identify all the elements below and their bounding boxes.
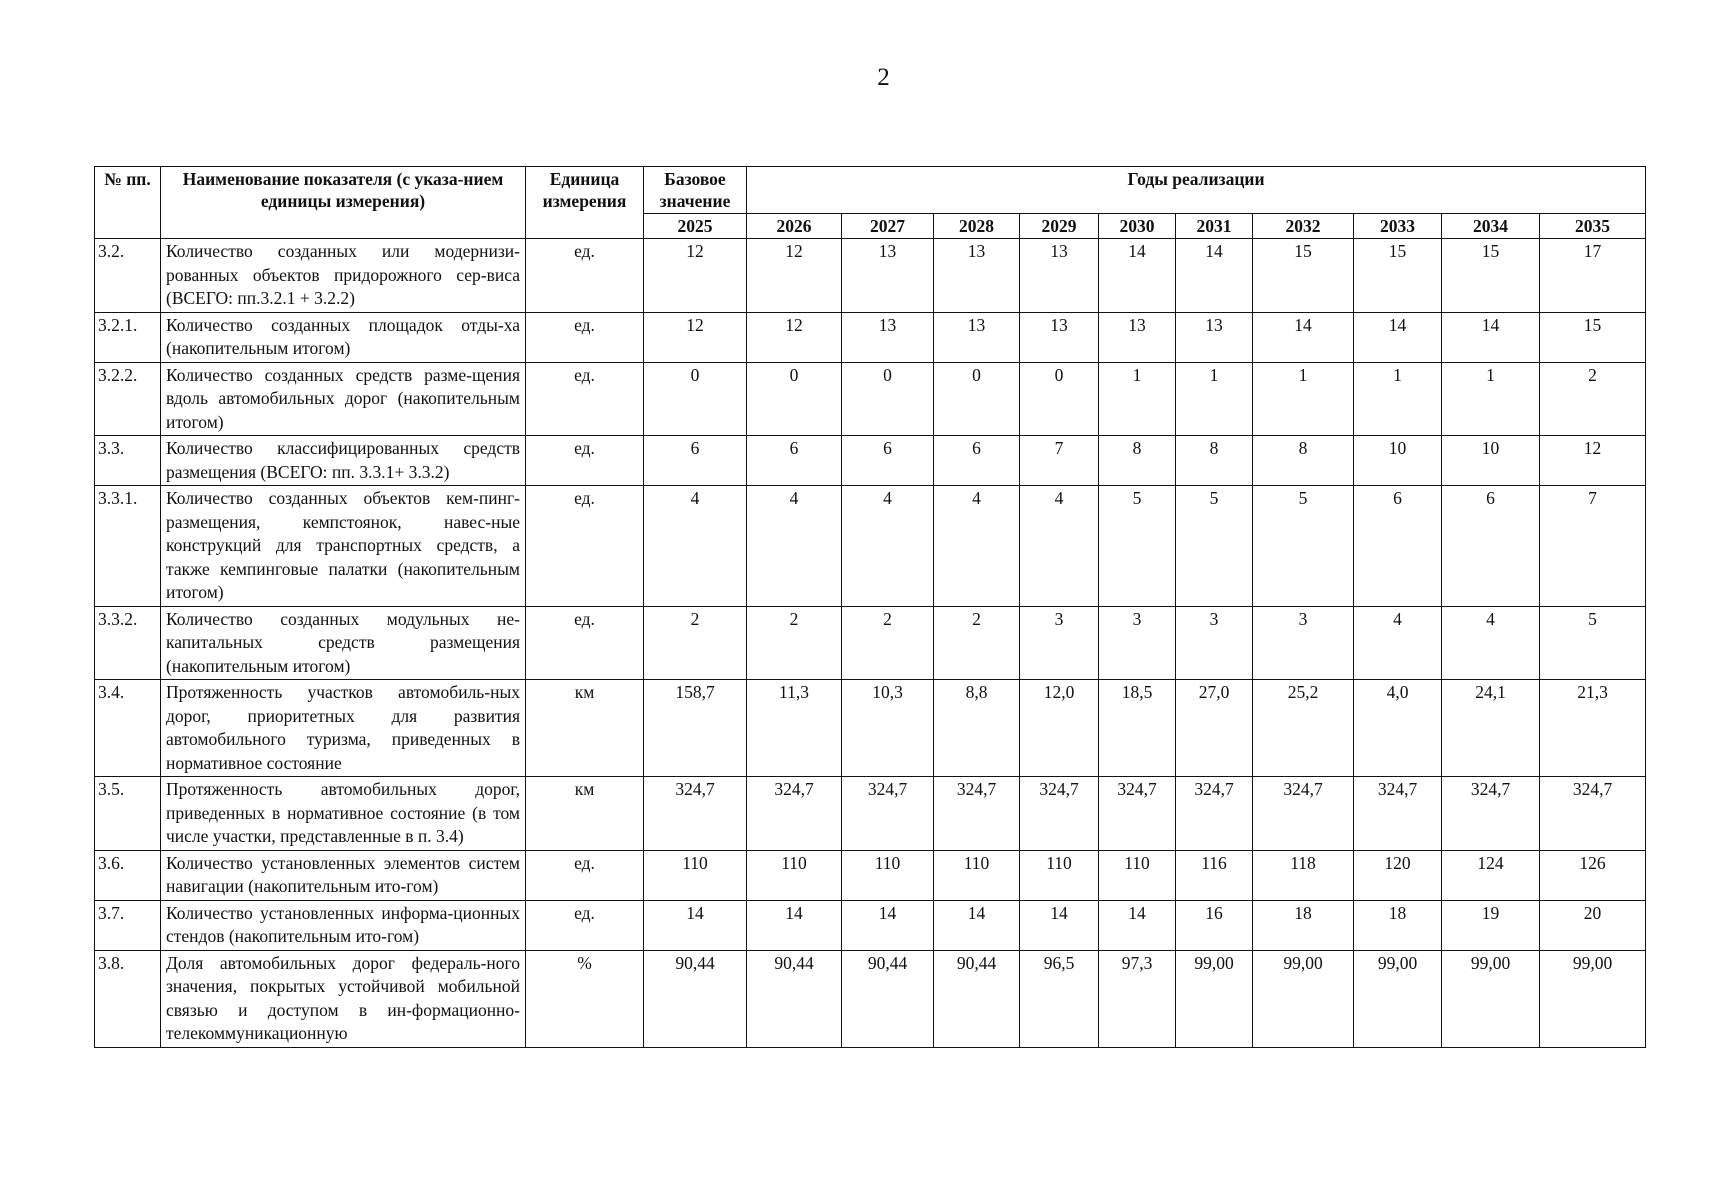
table-row: [95, 362, 1646, 436]
unit-cell: ед.: [526, 900, 644, 950]
value-cell: 4: [1354, 606, 1442, 680]
value-cell: 14: [644, 900, 747, 950]
value-cell: 2: [842, 606, 934, 680]
table-row: [95, 239, 1646, 313]
indicator-name: Количество установленных информа-ционных стендов (накопительным ито-гом): [161, 900, 526, 950]
value-cell: 14: [1020, 900, 1099, 950]
value-cell: 1: [1253, 362, 1354, 436]
value-cell: 90,44: [842, 950, 934, 1047]
value-cell: 10: [1442, 436, 1540, 486]
unit-cell: %: [526, 950, 644, 1047]
value-cell: 110: [747, 850, 842, 900]
value-cell: 7: [1020, 436, 1099, 486]
value-cell: 97,3: [1099, 950, 1176, 1047]
row-number: 3.2.1.: [95, 312, 161, 362]
value-cell: 324,7: [644, 777, 747, 851]
year-header: 2035: [1540, 214, 1646, 239]
value-cell: 116: [1176, 850, 1253, 900]
header-years-group: Годы реализации: [747, 167, 1646, 214]
value-cell: 7: [1540, 486, 1646, 607]
value-cell: 5: [1540, 606, 1646, 680]
row-number: 3.2.: [95, 239, 161, 313]
value-cell: 10: [1354, 436, 1442, 486]
value-cell: 4: [1442, 606, 1540, 680]
value-cell: 14: [1099, 900, 1176, 950]
value-cell: 3: [1099, 606, 1176, 680]
value-cell: 25,2: [1253, 680, 1354, 777]
value-cell: 324,7: [934, 777, 1020, 851]
value-cell: 0: [1020, 362, 1099, 436]
table-header: [95, 167, 1646, 239]
row-number: 3.3.: [95, 436, 161, 486]
value-cell: 14: [934, 900, 1020, 950]
value-cell: 12: [644, 312, 747, 362]
value-cell: 0: [934, 362, 1020, 436]
value-cell: 12: [1540, 436, 1646, 486]
unit-cell: ед.: [526, 606, 644, 680]
year-header: 2026: [747, 214, 842, 239]
value-cell: 96,5: [1020, 950, 1099, 1047]
value-cell: 8: [1099, 436, 1176, 486]
value-cell: 99,00: [1253, 950, 1354, 1047]
value-cell: 14: [1099, 239, 1176, 313]
value-cell: 12: [747, 239, 842, 313]
value-cell: 21,3: [1540, 680, 1646, 777]
indicator-name: Количество созданных объектов кем-пинг-размещения, кемпстоянок, навес-ные конструкций для транспортных средств, а также кемпинговые палатки (накопительным итогом): [161, 486, 526, 607]
value-cell: 18: [1253, 900, 1354, 950]
row-number: 3.4.: [95, 680, 161, 777]
value-cell: 13: [934, 239, 1020, 313]
value-cell: 4: [934, 486, 1020, 607]
year-header: 2029: [1020, 214, 1099, 239]
value-cell: 90,44: [644, 950, 747, 1047]
table-row: [95, 900, 1646, 950]
value-cell: 110: [1099, 850, 1176, 900]
value-cell: 4: [747, 486, 842, 607]
header-base: Базовое значение: [644, 167, 747, 214]
value-cell: 324,7: [1442, 777, 1540, 851]
value-cell: 99,00: [1540, 950, 1646, 1047]
value-cell: 6: [1354, 486, 1442, 607]
value-cell: 12: [747, 312, 842, 362]
table-row: [95, 950, 1646, 1047]
value-cell: 15: [1540, 312, 1646, 362]
unit-cell: ед.: [526, 312, 644, 362]
value-cell: 0: [644, 362, 747, 436]
value-cell: 124: [1442, 850, 1540, 900]
value-cell: 6: [644, 436, 747, 486]
value-cell: 13: [1020, 239, 1099, 313]
indicator-name: Количество созданных или модернизи-рованных объектов придорожного сер-виса (ВСЕГО: пп.3.2.1 + 3.2.2): [161, 239, 526, 313]
year-header: 2028: [934, 214, 1020, 239]
value-cell: 14: [1354, 312, 1442, 362]
value-cell: 3: [1253, 606, 1354, 680]
value-cell: 4: [644, 486, 747, 607]
value-cell: 324,7: [1176, 777, 1253, 851]
value-cell: 16: [1176, 900, 1253, 950]
value-cell: 18,5: [1099, 680, 1176, 777]
value-cell: 14: [842, 900, 934, 950]
indicator-name: Протяженность участков автомобиль-ных дорог, приоритетных для развития автомобильного туризма, приведенных в нормативное состояние: [161, 680, 526, 777]
value-cell: 27,0: [1176, 680, 1253, 777]
indicators-table: [94, 166, 1646, 1048]
value-cell: 1: [1442, 362, 1540, 436]
value-cell: 2: [747, 606, 842, 680]
value-cell: 2: [1540, 362, 1646, 436]
table-row: [95, 486, 1646, 607]
year-header: 2033: [1354, 214, 1442, 239]
value-cell: 324,7: [1354, 777, 1442, 851]
value-cell: 90,44: [747, 950, 842, 1047]
indicator-name: Количество созданных средств разме-щения вдоль автомобильных дорог (накопительным итогом): [161, 362, 526, 436]
value-cell: 17: [1540, 239, 1646, 313]
value-cell: 324,7: [1099, 777, 1176, 851]
value-cell: 110: [842, 850, 934, 900]
value-cell: 324,7: [747, 777, 842, 851]
value-cell: 13: [1020, 312, 1099, 362]
indicator-name: Количество созданных модульных не-капитальных средств размещения (накопительным итогом): [161, 606, 526, 680]
value-cell: 5: [1176, 486, 1253, 607]
value-cell: 1: [1176, 362, 1253, 436]
value-cell: 13: [934, 312, 1020, 362]
value-cell: 15: [1253, 239, 1354, 313]
value-cell: 99,00: [1442, 950, 1540, 1047]
value-cell: 8,8: [934, 680, 1020, 777]
unit-cell: ед.: [526, 362, 644, 436]
value-cell: 6: [934, 436, 1020, 486]
value-cell: 10,3: [842, 680, 934, 777]
value-cell: 5: [1099, 486, 1176, 607]
table-body: [95, 239, 1646, 1048]
value-cell: 11,3: [747, 680, 842, 777]
value-cell: 110: [644, 850, 747, 900]
value-cell: 14: [1253, 312, 1354, 362]
row-number: 3.7.: [95, 900, 161, 950]
unit-cell: ед.: [526, 850, 644, 900]
value-cell: 6: [842, 436, 934, 486]
value-cell: 4,0: [1354, 680, 1442, 777]
value-cell: 158,7: [644, 680, 747, 777]
value-cell: 120: [1354, 850, 1442, 900]
row-number: 3.8.: [95, 950, 161, 1047]
value-cell: 24,1: [1442, 680, 1540, 777]
value-cell: 4: [1020, 486, 1099, 607]
row-number: 3.3.2.: [95, 606, 161, 680]
value-cell: 18: [1354, 900, 1442, 950]
value-cell: 8: [1176, 436, 1253, 486]
indicator-name: Количество установленных элементов систем навигации (накопительным ито-гом): [161, 850, 526, 900]
header-unit: Единица измерения: [526, 167, 644, 239]
year-header: 2034: [1442, 214, 1540, 239]
year-header: 2030: [1099, 214, 1176, 239]
value-cell: 0: [747, 362, 842, 436]
value-cell: 13: [842, 239, 934, 313]
table-row: [95, 312, 1646, 362]
indicator-name: Количество созданных площадок отды-ха (накопительным итогом): [161, 312, 526, 362]
table-row: [95, 777, 1646, 851]
value-cell: 0: [842, 362, 934, 436]
value-cell: 99,00: [1176, 950, 1253, 1047]
value-cell: 3: [1176, 606, 1253, 680]
indicator-name: Доля автомобильных дорог федераль-ного значения, покрытых устойчивой мобильной связью и доступом в ин-формационно-телекоммуникационную: [161, 950, 526, 1047]
value-cell: 118: [1253, 850, 1354, 900]
value-cell: 13: [1099, 312, 1176, 362]
value-cell: 110: [934, 850, 1020, 900]
value-cell: 15: [1442, 239, 1540, 313]
row-number: 3.3.1.: [95, 486, 161, 607]
indicator-name: Протяженность автомобильных дорог, приведенных в нормативное состояние (в том числе участки, представленные в п. 3.4): [161, 777, 526, 851]
indicator-name: Количество классифицированных средств размещения (ВСЕГО: пп. 3.3.1+ 3.3.2): [161, 436, 526, 486]
value-cell: 4: [842, 486, 934, 607]
table-row: [95, 850, 1646, 900]
value-cell: 324,7: [1020, 777, 1099, 851]
value-cell: 12: [644, 239, 747, 313]
row-number: 3.6.: [95, 850, 161, 900]
value-cell: 99,00: [1354, 950, 1442, 1047]
value-cell: 6: [747, 436, 842, 486]
value-cell: 8: [1253, 436, 1354, 486]
value-cell: 15: [1354, 239, 1442, 313]
unit-cell: ед.: [526, 436, 644, 486]
value-cell: 19: [1442, 900, 1540, 950]
value-cell: 110: [1020, 850, 1099, 900]
unit-cell: км: [526, 777, 644, 851]
value-cell: 324,7: [1253, 777, 1354, 851]
value-cell: 324,7: [842, 777, 934, 851]
unit-cell: ед.: [526, 239, 644, 313]
value-cell: 14: [1176, 239, 1253, 313]
value-cell: 324,7: [1540, 777, 1646, 851]
value-cell: 90,44: [934, 950, 1020, 1047]
header-num: № пп.: [95, 167, 161, 239]
row-number: 3.2.2.: [95, 362, 161, 436]
unit-cell: км: [526, 680, 644, 777]
value-cell: 2: [934, 606, 1020, 680]
value-cell: 14: [1442, 312, 1540, 362]
value-cell: 12,0: [1020, 680, 1099, 777]
value-cell: 126: [1540, 850, 1646, 900]
page-number: 2: [877, 64, 890, 91]
header-name: Наименование показателя (с указа-нием единицы измерения): [161, 167, 526, 239]
year-header: 2027: [842, 214, 934, 239]
value-cell: 14: [747, 900, 842, 950]
year-header: 2031: [1176, 214, 1253, 239]
value-cell: 1: [1099, 362, 1176, 436]
unit-cell: ед.: [526, 486, 644, 607]
value-cell: 6: [1442, 486, 1540, 607]
value-cell: 2: [644, 606, 747, 680]
table-row: [95, 680, 1646, 777]
year-header: 2025: [644, 214, 747, 239]
value-cell: 3: [1020, 606, 1099, 680]
value-cell: 1: [1354, 362, 1442, 436]
value-cell: 13: [1176, 312, 1253, 362]
row-number: 3.5.: [95, 777, 161, 851]
table-row: [95, 436, 1646, 486]
year-header: 2032: [1253, 214, 1354, 239]
value-cell: 13: [842, 312, 934, 362]
value-cell: 20: [1540, 900, 1646, 950]
table-row: [95, 606, 1646, 680]
value-cell: 5: [1253, 486, 1354, 607]
